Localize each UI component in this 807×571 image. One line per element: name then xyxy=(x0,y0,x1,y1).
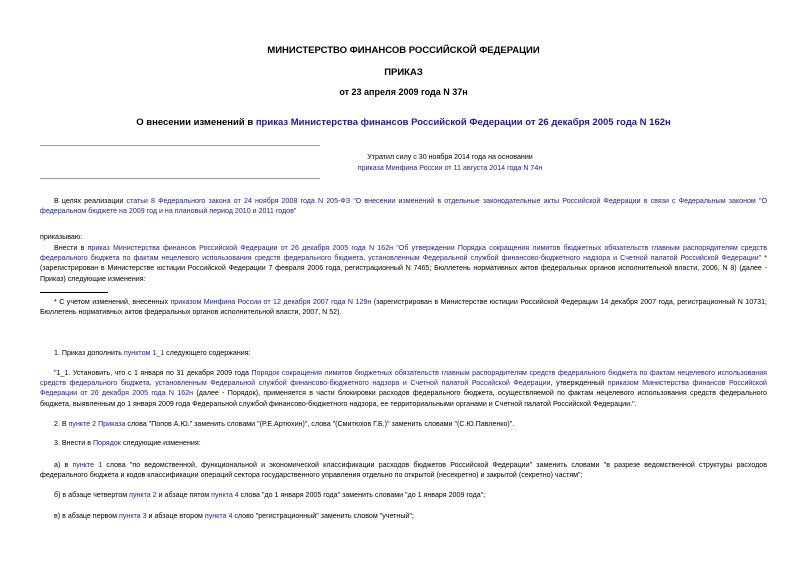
divider-bottom xyxy=(40,178,320,179)
point-4-link-2[interactable]: пункта 4 xyxy=(204,512,233,520)
item-3b-text-1: б) в абзаце четвертом xyxy=(54,491,130,499)
item-3 xyxy=(40,438,767,448)
document-date-number: от 23 апреля 2009 года N 37н xyxy=(339,87,468,97)
intro-paragraph xyxy=(40,243,767,284)
item-1-text-2: следующего содержания: xyxy=(164,349,251,357)
item-3b-text-2: и абзаце пятом xyxy=(156,491,212,499)
validity-note-line2 xyxy=(300,163,600,174)
item-3a-text-1: а) в xyxy=(54,461,73,469)
footnote-text-2: (зарегистрирован в Министерстве юстиции Российской Федерации 14 декабря 2007 года, регистрационный N 10731; Бюллетень нормативных актов федеральных органов исполнительной власти, 2007, N 52). xyxy=(40,298,767,317)
item-3a xyxy=(40,460,767,480)
item-3c-text-3: слово "регистрационный" заменить словом "учетный"; xyxy=(232,512,414,520)
point-1-1-link[interactable]: пунктом 1_1 xyxy=(123,349,165,357)
item-1-text-1: 1. Приказ дополнить xyxy=(54,349,124,357)
subject-prefix: О внесении изменений в xyxy=(136,117,256,128)
footnote-text-1: * С учетом изменений, внесенных xyxy=(54,298,171,306)
order-129n-link[interactable]: приказом Минфина России от 12 декабря 2007 года N 129н xyxy=(170,298,372,306)
item-3c xyxy=(40,511,767,521)
item-1 xyxy=(40,348,767,358)
point-3-link[interactable]: пункта 3 xyxy=(119,512,147,520)
subject-link[interactable]: приказ Министерства финансов Российской Федерации от 26 декабря 2005 года N 162н xyxy=(255,117,671,128)
footnote-separator xyxy=(40,292,108,293)
item-1-1-paragraph xyxy=(40,368,767,409)
validity-note-line1: Утратил силу с 30 ноября 2014 года на основании xyxy=(367,153,533,161)
order-162n-link-2[interactable]: приказом Министерства финансов Российской Федерации от 26 декабря 2005 года N 162н xyxy=(40,379,768,398)
item-3-text-2: следующие изменения: xyxy=(120,439,201,447)
preamble-paragraph xyxy=(40,196,767,216)
item-3c-text-1: в) в абзаце первом xyxy=(54,512,120,520)
footnote-paragraph xyxy=(40,297,767,317)
point-2-link[interactable]: пункта 2 xyxy=(129,491,157,499)
document-subject xyxy=(0,117,807,128)
repeal-order-link[interactable]: приказа Минфина России от 11 августа 2014 года N 74н xyxy=(357,164,543,172)
federal-law-link[interactable]: статьи 8 Федерального закона от 24 ноября 2008 года N 205-ФЗ "О внесении изменений в отдельные законодательные акты Российской Федерации в связи с Федеральным законом "О федеральном бюджете на 2009 год и на плановый период 2010 и 2011 годов" xyxy=(40,197,767,216)
item-3c-text-2: и абзаце втором xyxy=(146,512,205,520)
item-3b-text-3: слова "до 1 января 2005 года" заменить словами "до 1 января 2009 года"; xyxy=(238,491,486,499)
item-1-1-text-1: "1_1. Установить, что с 1 января по 31 декабря 2009 года xyxy=(54,369,252,377)
order-162n-link[interactable]: приказ Министерства финансов Российской Федерации от 26 декабря 2005 года N 162н "Об утверждении Порядка сокращения лимитов бюджетных обязательств главным распорядителям средств федерального бюджета по фактам нецелевого использования средств федерального бюджета, установленным Федеральной службой финансово-бюджетного надзора и Счетной палатой Российской Федерации" xyxy=(40,244,767,263)
procedure-link-2[interactable]: Порядок xyxy=(92,439,121,447)
ministry-title: МИНИСТЕРСТВО ФИНАНСОВ РОССИЙСКОЙ ФЕДЕРАЦИИ xyxy=(267,45,540,56)
item-2 xyxy=(40,419,767,429)
intro-text-1: Внести в xyxy=(54,244,88,252)
item-1-1-text-2: , утвержденный xyxy=(550,379,608,388)
item-3-text-1: 3. Внести в xyxy=(54,439,93,447)
orders-line: приказываю: xyxy=(40,233,83,241)
item-2-text-2: слова "Попов А.Ю." заменить словами "(Р.Е.Артюхин)", слова "(Смитюхов Г.Б.)" заменить словами "(С.Ю.Павленко)". xyxy=(125,420,515,428)
item-1-1-text-3: (далее - Порядок), применяется в части блокировки расходов федерального бюджета, осуществляемой по фактам нецелевого использования средств федерального бюджета, выявленным до 1 января 2009 года Федеральной службой финансово-бюджетного надзора, ее территориальными органами и Счетной палатой Российской Федерации.". xyxy=(40,389,767,408)
item-2-text-1: 2. В xyxy=(54,420,69,428)
item-3b xyxy=(40,490,767,500)
point-2-order-link[interactable]: пункте 2 Приказа xyxy=(68,420,126,428)
divider-top xyxy=(40,145,320,146)
item-3a-text-2: слова "по ведомственной, функциональной и экономической классификации расходов бюджетов Российской Федерации" заменить словами "в разрезе ведомственной структуры расходов федерального бюджета и кодов классификации операций сектора государственного управления отдельно по открытой (несекретно) и закрытой (секретно) частям"; xyxy=(40,461,767,480)
intro-text-2: * (зарегистрирован в Министерстве юстиции Российской Федерации 7 февраля 2006 года, регистрационный N 7465; Бюллетень нормативных актов федеральных органов исполнительной власти, 2006, N 8) (далее - Приказ) следующие изменения: xyxy=(40,254,767,283)
procedure-link[interactable]: Порядок сокращения лимитов бюджетных обязательств главным распорядителям средств федерального бюджета по фактам нецелевого использования средств федерального бюджета, установленным Федеральной службой финансово-бюджетного надзора и Счетной палатой Российской Федерации xyxy=(40,369,767,388)
preamble-text: В целях реализации xyxy=(54,197,127,205)
point-4-link[interactable]: пункта 4 xyxy=(211,491,239,499)
point-1-link[interactable]: пункте 1 xyxy=(72,461,103,469)
document-type: ПРИКАЗ xyxy=(384,67,423,78)
